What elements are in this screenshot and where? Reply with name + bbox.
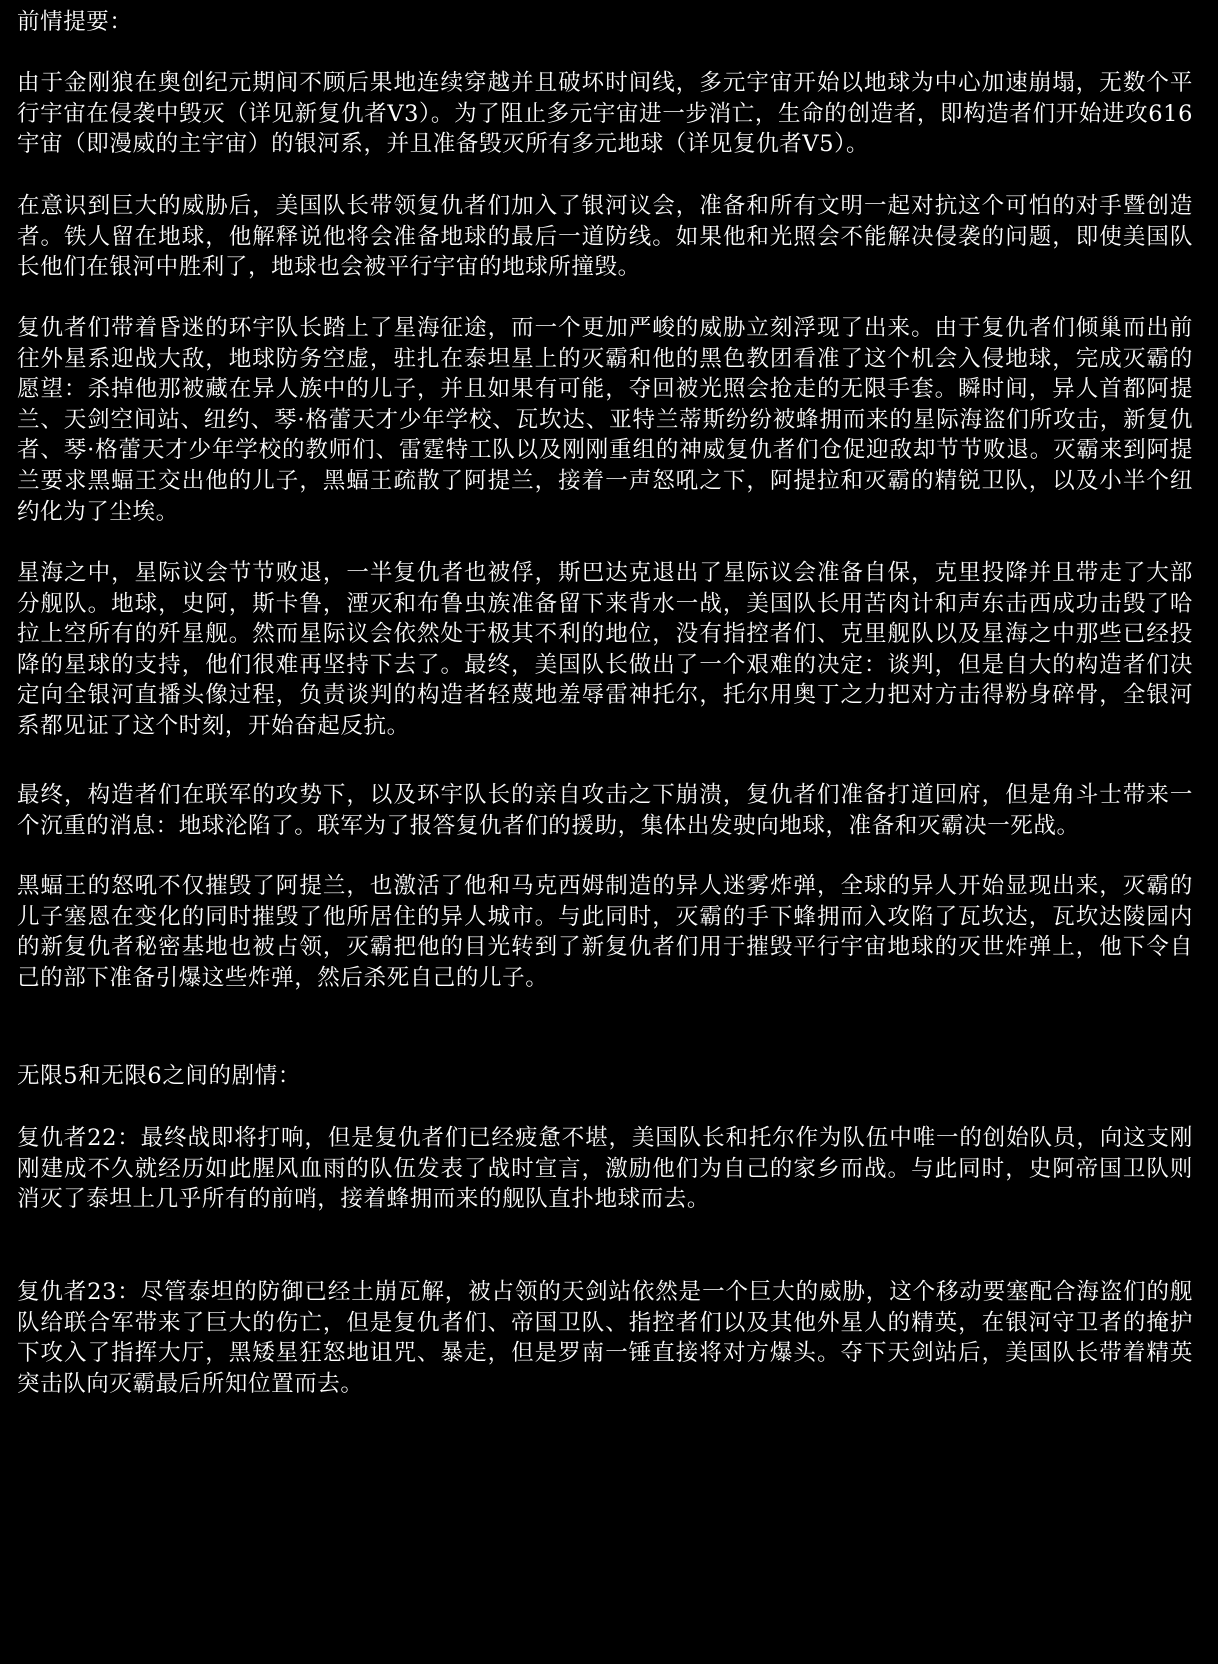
paragraph-star-sea-battle: 星海之中，星际议会节节败退，一半复仇者也被俘，斯巴达克退出了星际议会准备自保，克里投降并且带走了大部分舰队。地球，史阿，斯卡鲁，湮灭和布鲁虫族准备留下来背水一战，美国队长用苦肉计和声东击西成功击毁了哈拉上空所有的歼星舰。然而星际议会依然处于极其不利的地位，没有指控者们、克里舰队以及星海之中那些已经投降的星球的支持，他们很难再坚持下去了。最终，美国队长做出了一个艰难的决定：谈判，但是自大的构造者们决定向全银河直播头像过程，负责谈判的构造者轻蔑地羞辱雷神托尔，托尔用奥丁之力把对方击得粉身碎骨，全银河系都见证了这个时刻，开始奋起反抗。 <box>17 560 1193 739</box>
paragraph-galactic-council: 在意识到巨大的威胁后，美国队长带领复仇者们加入了银河议会，准备和所有文明一起对抗这个可怕的对手暨创造者。铁人留在地球，他解释说他将会准备地球的最后一道防线。如果他和光照会不能解决侵袭的问题，即使美国队长他们在银河中胜利了，地球也会被平行宇宙的地球所撞毁。 <box>17 193 1193 281</box>
paragraph-builders-collapse: 最终，构造者们在联军的攻势下，以及环宇队长的亲自攻击之下崩溃，复仇者们准备打道回府，但是角斗士带来一个沉重的消息：地球沦陷了。联军为了报答复仇者们的援助，集体出发驶向地球，准备和灭霸决一死战。 <box>17 782 1193 839</box>
paragraph-thanos-invasion: 复仇者们带着昏迷的环宇队长踏上了星海征途，而一个更加严峻的威胁立刻浮现了出来。由于复仇者们倾巢而出前往外星系迎战大敌，地球防务空虚，驻扎在泰坦星上的灭霸和他的黑色教团看准了这个机会入侵地球，完成灭霸的愿望：杀掉他那被藏在异人族中的儿子，并且如果有可能，夺回被光照会抢走的无限手套。瞬时间，异人首都阿提兰、天剑空间站、纽约、琴·格蕾天才少年学校、瓦坎达、亚特兰蒂斯纷纷被蜂拥而来的星际海盗们所攻击，新复仇者、琴·格蕾天才少年学校的教师们、雷霆特工队以及刚刚重组的神威复仇者们仓促迎敌却节节败退。灭霸来到阿提兰要求黑蝠王交出他的儿子，黑蝠王疏散了阿提兰，接着一声怒吼之下，阿提拉和灭霸的精锐卫队，以及小半个纽约化为了尘埃。 <box>17 315 1193 525</box>
section-heading-infinity-5-6: 无限5和无限6之间的剧情： <box>17 1063 301 1089</box>
paragraph-avengers-23: 复仇者23：尽管泰坦的防御已经土崩瓦解，被占领的天剑站依然是一个巨大的威胁，这个移动要塞配合海盗们的舰队给联合军带来了巨大的伤亡，但是复仇者们、帝国卫队、指控者们以及其他外星人的精英，在银河守卫者的掩护下攻入了指挥大厅，黑矮星狂怒地诅咒、暴走，但是罗南一锤直接将对方爆头。夺下天剑站后，美国队长带着精英突击队向灭霸最后所知位置而去。 <box>17 1279 1193 1397</box>
paragraph-multiverse-collapse: 由于金刚狼在奥创纪元期间不顾后果地连续穿越并且破坏时间线，多元宇宙开始以地球为中心加速崩塌，无数个平行宇宙在侵袭中毁灭（详见新复仇者V3）。为了阻止多元宇宙进一步消亡，生命的创造者，即构造者们开始进攻616宇宙（即漫威的主宇宙）的银河系，并且准备毁灭所有多元地球（详见复仇者V5）。 <box>17 70 1193 158</box>
paragraph-avengers-22: 复仇者22：最终战即将打响，但是复仇者们已经疲惫不堪，美国队长和托尔作为队伍中唯一的创始队员，向这支刚刚建成不久就经历如此腥风血雨的队伍发表了战时宣言，激励他们为自己的家乡而战。与此同时，史阿帝国卫队则消灭了泰坦上几乎所有的前哨，接着蜂拥而来的舰队直扑地球而去。 <box>17 1125 1193 1213</box>
section-heading-recap: 前情提要： <box>17 9 133 35</box>
paragraph-black-bolt-roar: 黑蝠王的怒吼不仅摧毁了阿提兰，也激活了他和马克西姆制造的异人迷雾炸弹，全球的异人开始显现出来，灭霸的儿子塞恩在变化的同时摧毁了他所居住的异人城市。与此同时，灭霸的手下蜂拥而入攻陷了瓦坎达，瓦坎达陵园内的新复仇者秘密基地也被占领，灭霸把他的目光转到了新复仇者们用于摧毁平行宇宙地球的灭世炸弹上，他下令自己的部下准备引爆这些炸弹，然后杀死自己的儿子。 <box>17 873 1193 991</box>
